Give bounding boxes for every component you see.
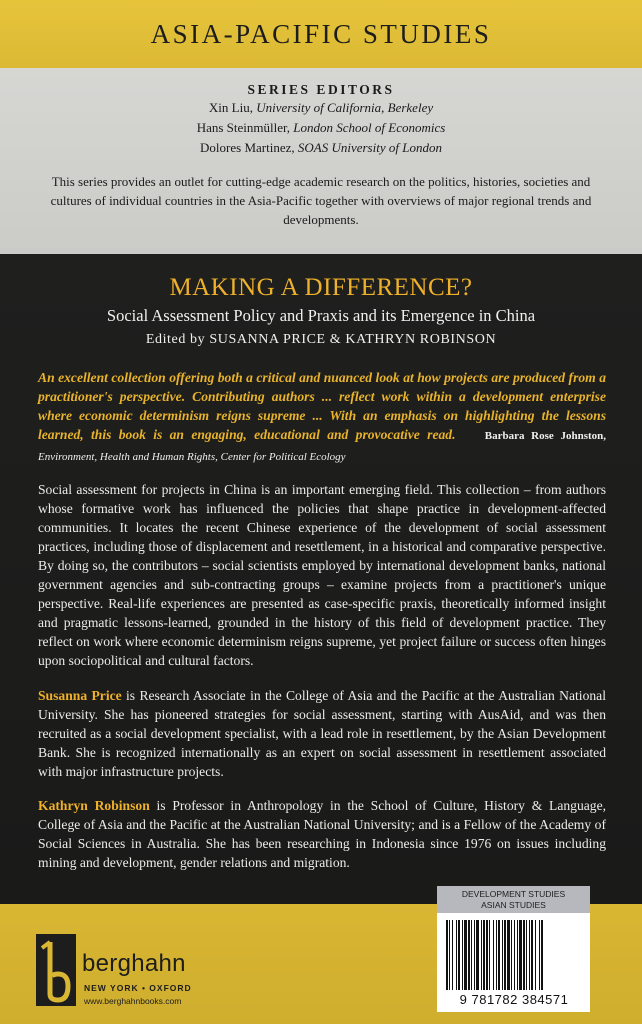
- series-editor-3: [0, 138, 642, 158]
- series-editor-2: [0, 118, 642, 138]
- editor-affiliation: London School of Economics: [293, 120, 446, 135]
- quote-source: Environment, Health and Human Rights, Center for Political Ecology: [38, 451, 346, 463]
- book-description: Social assessment for projects in China is an important emerging field. This collection – from authors whose formative work has influenced the policies that shape practice in development-affected communities. It locates the recent Chinese experience of the development of social assessment practices, including those of displacement and resettlement, in a historical and comparative perspective. By doing so, the contributors – social scientists employed by international development banks, national government agencies and sub-contracting groups – examine projects from a practitioner's unique perspective. Real-life experiences are presented as case-specific praxis, theoretically informed insight and pragmatic lessons-learned, grounded in the history of this field of development practice. They reflect on work where economic determinism reigns supreme, yet project failure or success often hinges upon sociopolitical and cultural factors.: [38, 482, 606, 668]
- book-editors: Edited by SUSANNA PRICE & KATHRYN ROBINSON: [145, 332, 497, 347]
- quote-attribution: Barbara Rose Johnston,: [484, 430, 607, 442]
- series-title: ASIA-PACIFIC STUDIES: [150, 18, 492, 49]
- berghahn-logo-icon: [36, 934, 76, 1006]
- editor-name: Dolores Martinez,: [200, 140, 295, 155]
- category-strip: [437, 886, 590, 913]
- bio-text: is Professor in Anthropology in the School of Culture, History & Language, College of Asia and the Pacific at the Australian National University; and is a Fellow of the Academy of Social Sciences in Australia. She has been researching in Indonesia since 1976 on issues including mining and development, gender relations and migration.: [38, 798, 607, 870]
- series-editors-heading: SERIES EDITORS: [247, 82, 395, 97]
- editor-name: Hans Steinmüller,: [196, 120, 291, 135]
- book-subtitle: Social Assessment Policy and Praxis and its Emergence in China: [106, 306, 536, 325]
- series-editors-panel: [0, 68, 642, 254]
- editor-bio-robinson: [38, 796, 606, 872]
- series-description: This series provides an outlet for cutting-edge academic research on the politics, histories, societies and cultures of individual countries in the Asia-Pacific together with overviews of major regional trends and developments.: [50, 174, 592, 227]
- publisher-url: www.berghahnbooks.com: [84, 996, 182, 1006]
- bio-name: Susanna Price: [38, 688, 122, 703]
- book-info-panel: [0, 254, 642, 904]
- editor-bio-price: [38, 686, 606, 781]
- book-title: MAKING A DIFFERENCE?: [169, 274, 473, 301]
- series-editor-1: [0, 98, 642, 118]
- category-label: DEVELOPMENT STUDIES: [461, 889, 566, 899]
- barcode-label: [437, 886, 590, 1012]
- endorsement-quote: [38, 368, 606, 467]
- publisher-name: berghahn: [82, 950, 186, 977]
- editor-affiliation: SOAS University of London: [297, 140, 442, 155]
- bio-text: is Research Associate in the College of Asia and the Pacific at the Australian National University. She has pioneered strategies for social assessment, starting with AusAid, and was then recruited as a social development specialist, with a lead role in resettlement, by the Asian Development Bank. She is recognized internationally as an expert on social assessment in resettlement associated with major infrastructure projects.: [38, 688, 606, 779]
- barcode: [446, 920, 582, 992]
- quote-text: An excellent collection offering both a critical and nuanced look at how projects are produced from a practitioner's perspective. Contributing authors ... reflect work within a development enterprise where economic determinism reigns supreme ... With an emphasis on highlighting the lessons learned, this book is an engaging, educational and provocative read.: [38, 370, 606, 442]
- editor-affiliation: University of California, Berkeley: [256, 100, 434, 115]
- category-label: ASIAN STUDIES: [481, 900, 546, 910]
- editor-name: Xin Liu,: [208, 100, 253, 115]
- bio-name: Kathryn Robinson: [38, 798, 150, 813]
- isbn-number: 9 781782 384571: [459, 992, 569, 1007]
- series-banner: [0, 0, 642, 68]
- publisher-cities: NEW YORK • OXFORD: [84, 983, 192, 993]
